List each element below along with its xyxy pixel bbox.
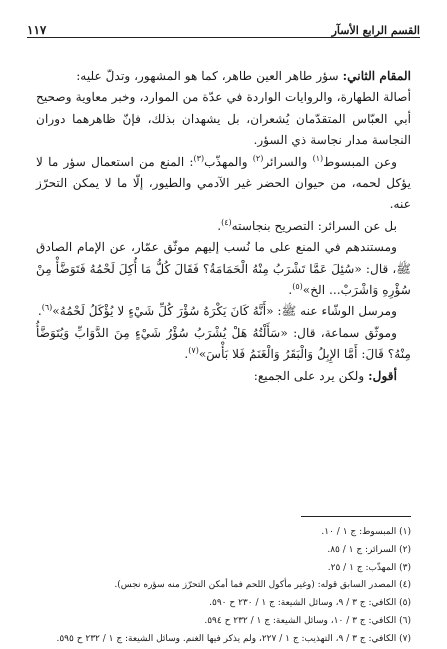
footnotes — [36, 524, 411, 649]
paragraph-7: وموثّق سماعة، قال: «سَأَلْتُهُ هَلْ يُشْرَبُ سُؤْرُ شَيْءٍ مِنَ الدَّوَابِّ وَيُتَوَضَّأُ مِنْهُ؟ قَالَ: أَمَّا الإِبِلُ وَالْبَقَرُ وَالْغَنَمُ فَلا بَأْسَ»$^{(٧)}$. — [36, 325, 411, 362]
paragraph-7-text: وموثّق سماعة، قال: «سَأَلْتُهُ هَلْ يُشْرَبُ سُؤْرُ شَيْءٍ مِنَ الدَّوَابِّ وَيُتَوَضَّأُ مِنْهُ؟ قَالَ: أَمَّا الإِبِلُ وَالْبَقَرُ وَالْغَنَمُ فَلا بَأْسَ» — [36, 325, 411, 362]
footnote-ref-2: (٢) — [252, 153, 264, 163]
footnote: (٥) الكافي: ج ٣ / ٩، وسائل الشيعة: ج ١ / ٢٣٠ ح ٥٩٠. — [209, 598, 411, 609]
paragraph-1-text: سؤر طاهر العين طاهر، كما هو المشهور، وتدلّ عليه: — [76, 69, 343, 83]
footnote: (١) المبسوط: ج ١ / ١٠. — [321, 527, 411, 537]
footnote-ref-4: (٤) — [221, 217, 232, 227]
paragraph-5: ومستندهم في المنع على ما نُسب إليهم موثّق عمّار، عن الإمام الصادق ﷺ، قال: «سُئِلَ عَمَّا تَشْرَبُ مِنْهُ الْحَمَامَةُ؟ فَقَالَ كُلُّ مَا أُكِلَ لَحْمُهُ فَتَوَضَّأْ مِنْ سُؤْرِهِ وَاشْرَبْ... الخ»$^{(٥)}$. — [36, 240, 411, 298]
footnote-ref-7: (٧) — [188, 346, 199, 356]
paragraph-3-text-d: : المنع من استعمال سؤر ما لا يؤكل لحمه، من حيوان الحضر غير الآدمي والطيور، إلّا ما لا يمكن التحرّز عنه. — [36, 154, 411, 212]
paragraph-2: أصالة الطهارة، والروايات الواردة في عدّة من الموارد، وخبر معاوية وصحيح أبي العبّاس المتقدّمان يُشعران، بل يشهدان بذلك، فإنّ ظاهرهما دوران النجاسة مدار نجاسة ذي السؤر. — [36, 90, 411, 148]
footnote: (٦) الكافي: ج ٣ / ١٠، وسائل الشيعة: ج ١ / ٢٣٢ ح ٥٩٤. — [204, 615, 411, 626]
footnote: (٣) المهذّب: ج ١ / ٢٥. — [327, 562, 411, 573]
paragraph-3-text-c: والمهذّب — [204, 154, 253, 169]
section-label: المقام الثاني: — [342, 69, 411, 83]
paragraph-8-text: ولكن يرد على الجميع: — [253, 368, 369, 383]
paragraph-4: بل عن السرائر: التصريح بنجاسته$^{(٤)}$. — [217, 217, 397, 233]
footnote-ref-6: (٦) — [41, 303, 53, 313]
header-title: القسم الرابع الأسآر — [331, 24, 420, 37]
paragraph-3-text-b: والسرائر — [263, 154, 313, 169]
paragraph-3 — [36, 152, 411, 216]
footnote: (٤) المصدر السابق قوله: (وغير مأكول اللحم فما أمكن التحرّز منه سؤره نجس). — [114, 580, 411, 591]
paragraph-8 — [36, 366, 411, 387]
footnote: (٢) السرائر: ج ١ / ٨٥. — [327, 544, 411, 555]
main-text — [36, 66, 411, 387]
paragraph-6: ومرسل الوشّاء عنه ﷺ: «أَنَّهُ كَانَ يَكْرَهُ سُؤْرَ كُلِّ شَيْءٍ لا يُؤْكَلُ لَحْمُهُ»$^{(٦)}$. — [37, 303, 397, 319]
conclusion-label: أقول: — [368, 368, 397, 383]
paragraph-1 — [36, 66, 411, 87]
footnote-ref-1: (١) — [312, 153, 324, 163]
running-header — [27, 19, 420, 38]
paragraph-6-text: ومرسل الوشّاء عنه ﷺ: «أَنَّهُ كَانَ يَكْرَهُ سُؤْرَ كُلِّ شَيْءٍ لا يُؤْكَلُ لَحْمُهُ» — [52, 304, 397, 319]
footnote-divider — [301, 516, 411, 517]
paragraph-3-text-a: وعن المبسوط — [323, 154, 397, 169]
footnote-ref-3: (٣) — [193, 153, 205, 163]
page-number: ١١٧ — [27, 23, 47, 37]
paragraph-5-text: ومستندهم في المنع على ما نُسب إليهم موثّق عمّار، عن الإمام الصادق ﷺ، قال: «سُئِلَ عَمَّا تَشْرَبُ مِنْهُ الْحَمَامَةُ؟ فَقَالَ كُلُّ مَا أُكِلَ لَحْمُهُ فَتَوَضَّأْ مِنْ سُؤْرِهِ وَاشْرَبْ... الخ» — [36, 240, 411, 298]
footnote-ref-5: (٥) — [292, 282, 303, 291]
footnote: (٧) الكافي: ج ٣ / ٩، التهذيب: ج ١ / ٢٢٧، ولم يذكر فيها الغنم. وسائل الشيعة: ج ١ / ٢٣٢ ح ٥٩٥. — [56, 633, 411, 644]
paragraph-4-text: بل عن السرائر: التصريح بنجاسته — [231, 218, 397, 233]
